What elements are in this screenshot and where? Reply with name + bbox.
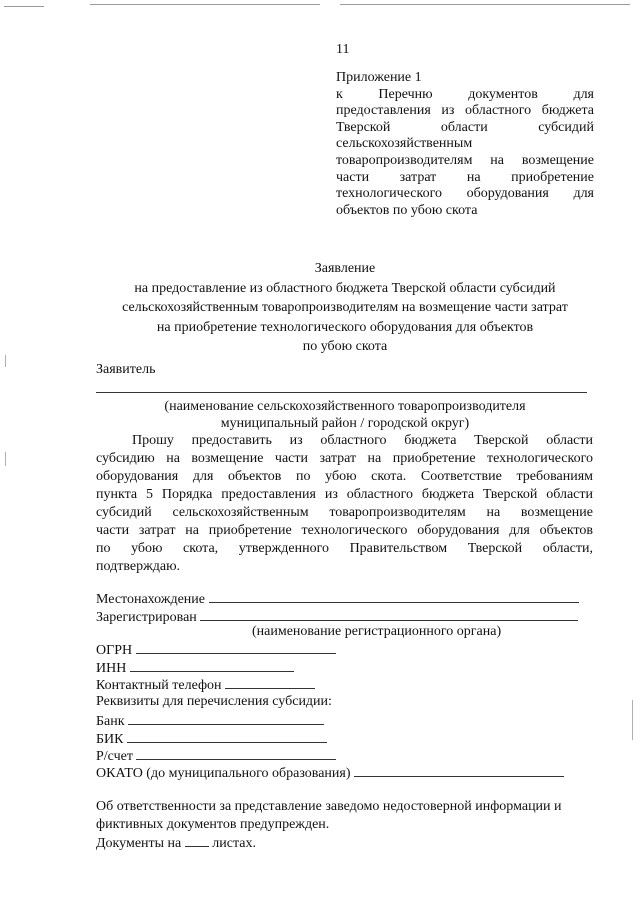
requisites-heading: Реквизиты для перечисления субсидии: [96,694,332,709]
appendix-line: к Перечню документов для [336,86,594,102]
document-title [60,259,630,357]
inn-field [96,659,294,677]
registered-label: Зарегистрирован [96,610,197,625]
ogrn-label: ОГРН [96,643,133,658]
bank-label: Банк [96,714,125,729]
bik-label: БИК [96,732,124,747]
appendix-line: технологического оборудования для [336,186,594,202]
paragraph-line: пункта 5 Порядка предоставления из областного бюджета Тверской области [96,487,593,502]
ogrn-blank[interactable] [136,641,336,654]
appendix-line: Тверской области субсидий [336,119,594,135]
title-line: сельскохозяйственным товаропроизводителям на возмещение части затрат [122,300,568,315]
okato-field [96,764,564,782]
scan-edge-left-2 [5,452,6,466]
registered-blank[interactable] [200,608,578,621]
bik-field [96,730,327,748]
ogrn-field [96,641,336,659]
inn-label: ИНН [96,661,127,676]
account-field [96,747,336,765]
appendix-line: товаропроизводителям на возмещение [336,152,594,168]
paragraph-line: части затрат на приобретение технологического оборудования для объектов [96,523,593,538]
responsibility-line: Об ответственности за представление заведомо недостоверной информации и [96,799,562,814]
phone-label: Контактный телефон [96,678,222,693]
bik-blank[interactable] [127,730,327,743]
phone-blank[interactable] [225,676,315,689]
applicant-underline [96,392,587,393]
bank-blank[interactable] [128,712,324,725]
applicant-hint-line: муниципальный район / городской округ) [220,416,470,431]
inn-blank[interactable] [130,659,294,672]
scan-edge-left [5,355,6,367]
location-label: Местонахождение [96,592,206,607]
registered-hint: (наименование регистрационного органа) [252,624,502,639]
location-field [96,590,579,608]
applicant-label: Заявитель [96,362,156,377]
responsibility-line: фиктивных документов предупрежден. [96,817,330,832]
account-blank[interactable] [136,747,336,760]
okato-label: ОКАТО (до муниципального образования) [96,766,351,781]
title-heading: Заявление [314,261,376,276]
appendix-line: сельскохозяйственным [336,136,473,152]
scan-edge-top [90,4,320,5]
appendix-block [336,70,594,219]
appendix-line: Приложение 1 [336,70,422,85]
documents-prefix: Документы на [96,836,182,851]
documents-count-blank[interactable] [185,834,209,847]
appendix-line: части затрат на приобретение [336,169,594,185]
okato-blank[interactable] [354,764,564,777]
scan-edge-top-right [340,4,630,5]
applicant-hint [60,398,630,432]
documents-count-field [96,834,256,852]
page-number: 11 [336,42,350,57]
bank-field [96,712,324,730]
title-line: по убою скота [302,339,388,354]
appendix-line: объектов по убою скота [336,202,478,218]
location-blank[interactable] [209,590,579,603]
scan-edge-top-left [4,6,44,7]
paragraph-line: субсидию на возмещение части затрат на приобретение технологического [96,451,593,466]
paragraph-line: подтверждаю. [96,559,181,574]
scan-edge-right [632,700,633,740]
title-line: на приобретение технологического оборудования для объектов [156,319,534,335]
paragraph-line: оборудования для объектов по убою скота. Соответствие требованиям [96,469,593,484]
paragraph-line: Прошу предоставить из областного бюджета Тверской области [132,433,593,448]
paragraph-line: субсидий сельскохозяйственным товаропроизводителям на возмещение [96,505,593,520]
phone-field [96,676,315,694]
responsibility-statement [96,798,562,834]
appendix-line: предоставления из областного бюджета [336,103,594,119]
account-label: Р/счет [96,749,133,764]
request-paragraph [96,432,593,576]
documents-suffix: листах. [212,836,256,851]
title-line: на предоставление из областного бюджета Тверской области субсидий [134,280,556,296]
paragraph-line: по убою скота, утвержденного Правительством Тверской области, [96,541,593,556]
applicant-hint-line: (наименование сельскохозяйственного товаропроизводителя [164,399,526,414]
